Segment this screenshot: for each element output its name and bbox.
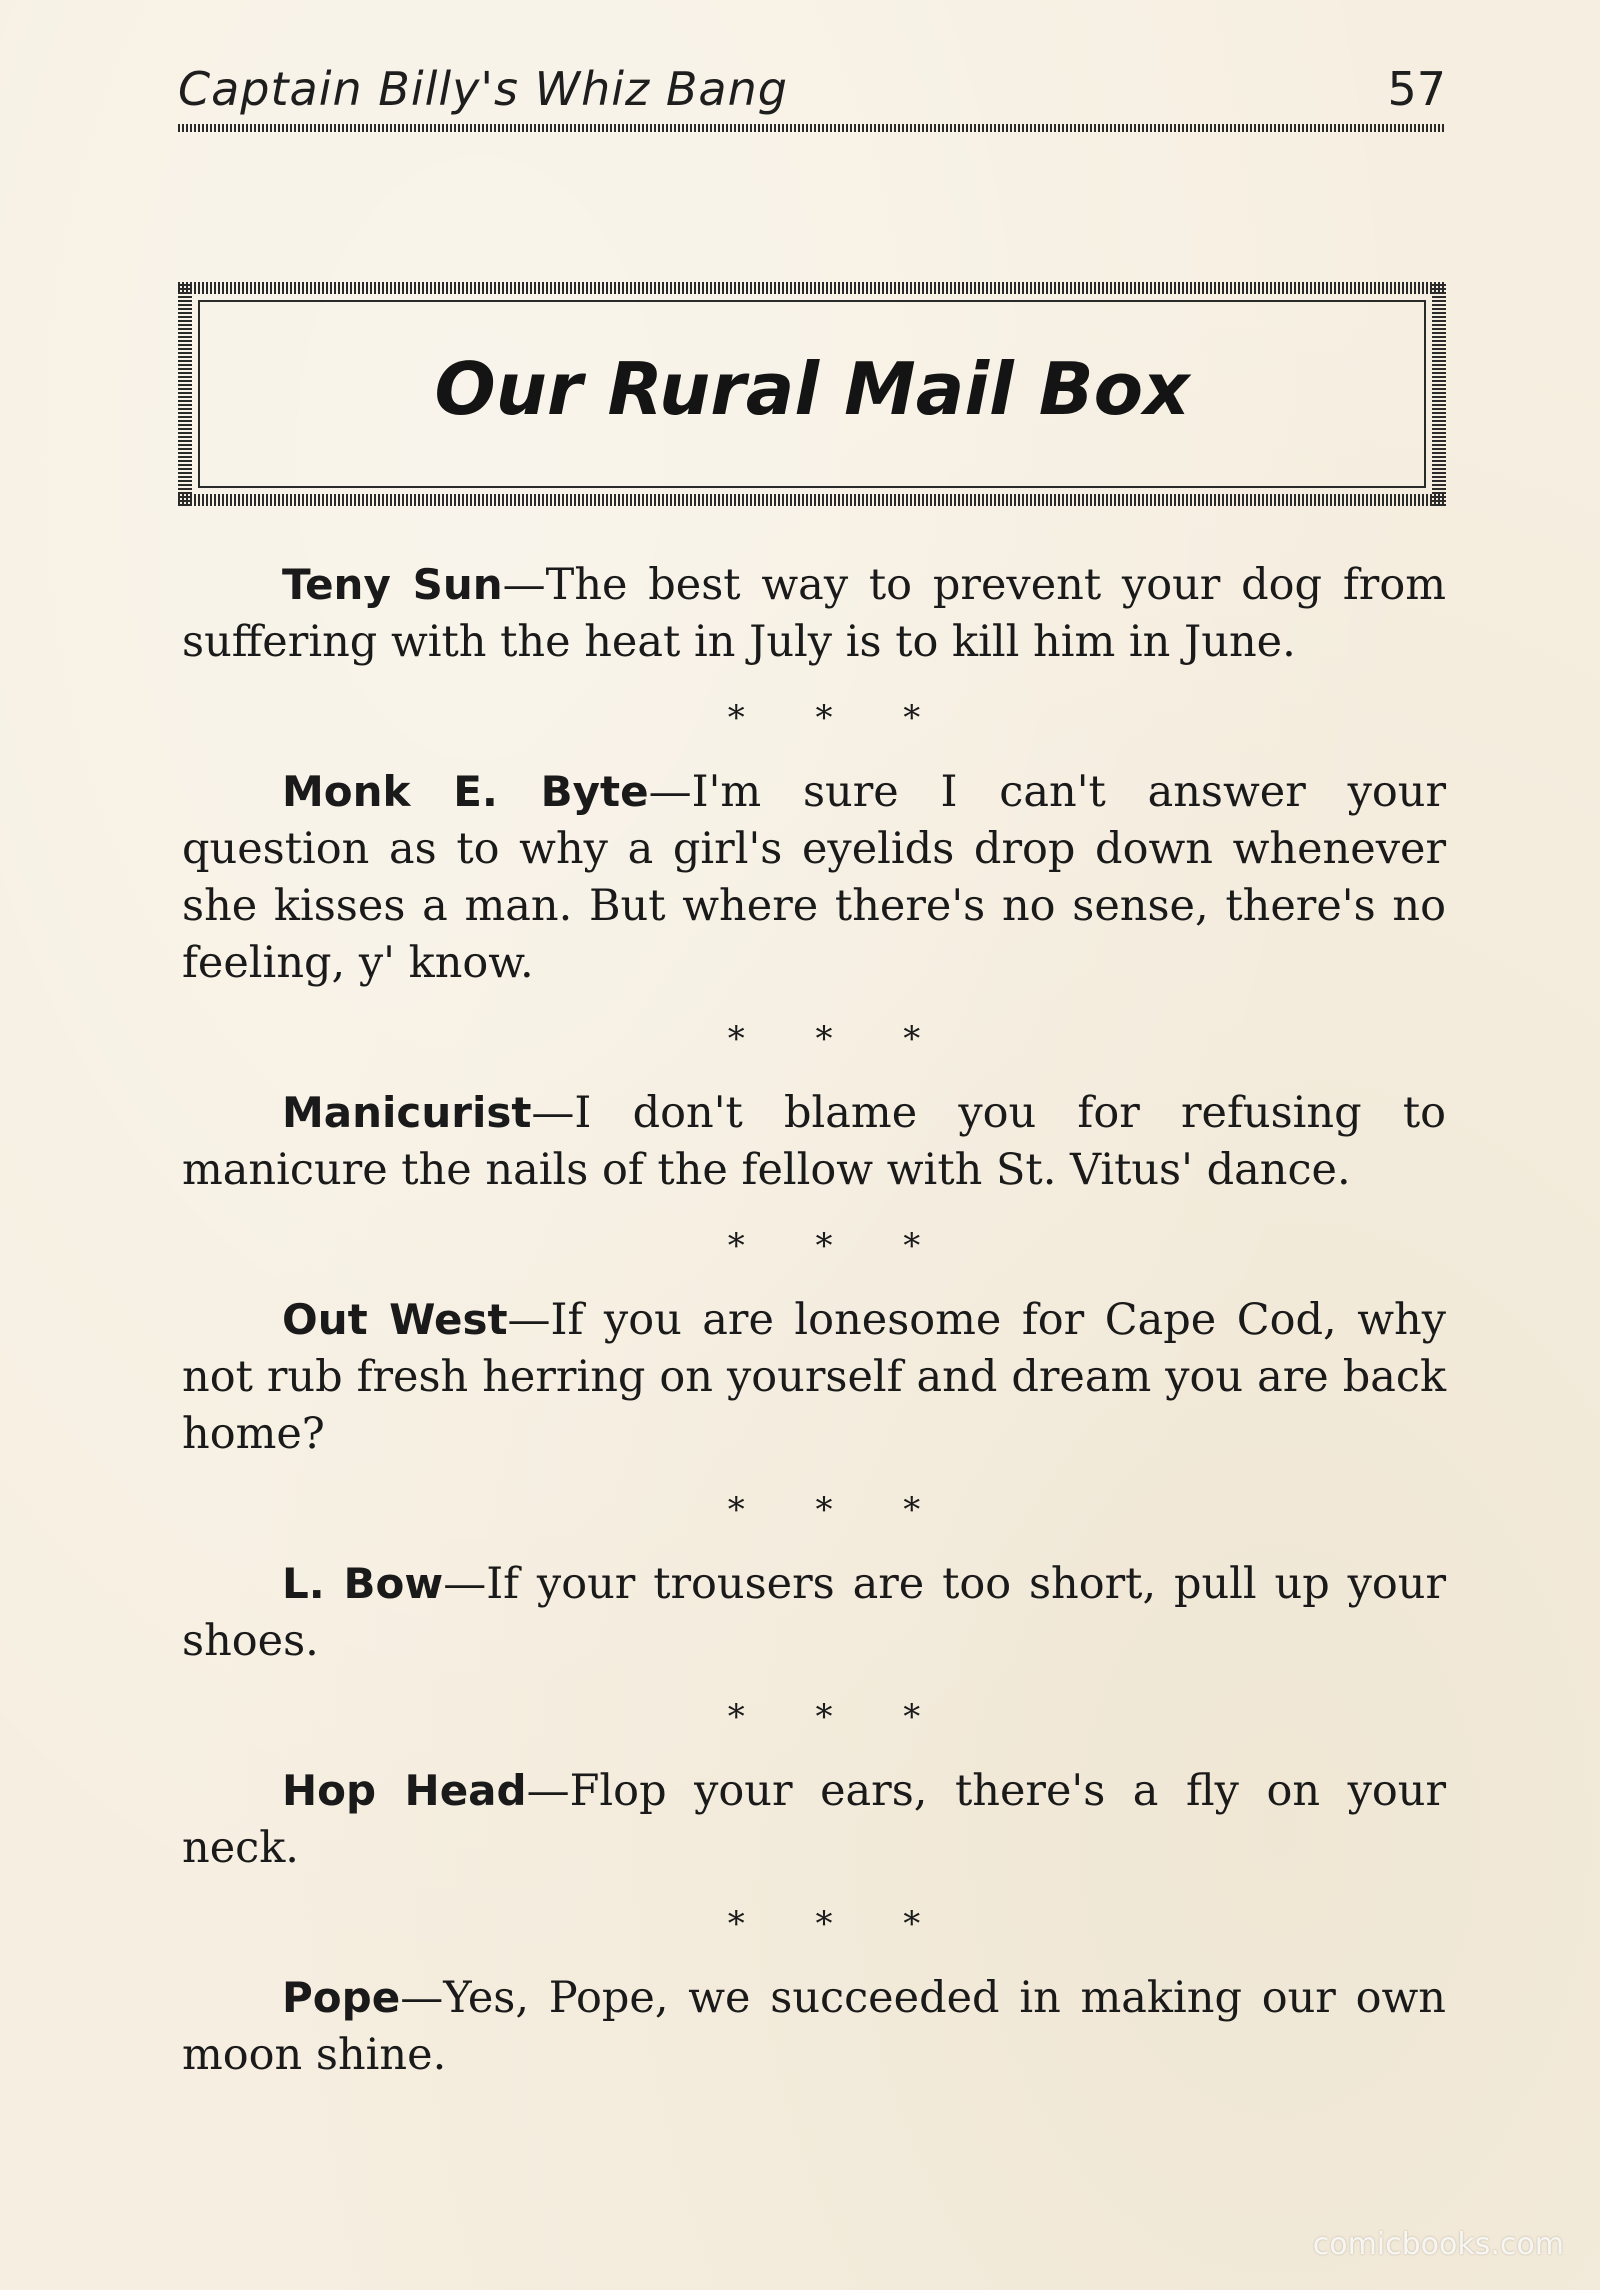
entry-name: Teny Sun: [282, 560, 503, 609]
entry-hop-head: [182, 1762, 1446, 1877]
separator-asterisks: * * *: [727, 1226, 921, 1266]
separator-asterisks: * * *: [727, 1490, 921, 1530]
entry-name: Monk E. Byte: [282, 767, 649, 816]
entry-l-bow: [182, 1555, 1446, 1670]
box-border-top: [178, 282, 1446, 294]
entry-name: Pope: [282, 1973, 401, 2022]
header-rule: [178, 124, 1446, 132]
running-title: Captain Billy's Whiz Bang: [178, 62, 788, 116]
entry-text: —I'm sure I can't answer your question as to why a girl's eyelids drop down whenever she kisses a man. But where there's no sense, there's no feeling, y' know.: [182, 767, 1447, 988]
section-title: Our Rural Mail Box: [434, 347, 1190, 431]
entry-text: —The best way to prevent your dog from suffering with the heat in July is to kill him in June.: [182, 560, 1446, 667]
separator-asterisks: * * *: [727, 1019, 921, 1059]
mail-box-entries: [182, 556, 1446, 2084]
separator-asterisks: * * *: [727, 1904, 921, 1944]
entry-name: Hop Head: [282, 1766, 527, 1815]
entry-out-west: [182, 1291, 1446, 1463]
entry-text: —If your trousers are too short, pull up your shoes.: [182, 1559, 1447, 1666]
entry-text: —I don't blame you for refusing to manicure the nails of the fellow with St. Vitus' dance.: [182, 1088, 1446, 1195]
separator-asterisks: * * *: [727, 698, 921, 738]
entry-text: —If you are lonesome for Cape Cod, why not rub fresh herring on yourself and dream you are back home?: [182, 1295, 1446, 1459]
site-watermark: comicbooks.com: [1312, 2227, 1564, 2262]
entry-name: Out West: [282, 1295, 508, 1344]
entry-manicurist: [182, 1084, 1446, 1199]
box-border-bottom: [178, 494, 1446, 506]
entry-name: Manicurist: [282, 1088, 532, 1137]
entry-name: L. Bow: [282, 1559, 444, 1608]
section-title-box: [178, 282, 1446, 506]
separator-asterisks: * * *: [727, 1697, 921, 1737]
entry-teny-sun: [182, 556, 1446, 671]
entry-pope: [182, 1969, 1446, 2084]
running-header: [178, 62, 1446, 122]
page-number: 57: [1387, 62, 1446, 116]
entry-text: —Flop your ears, there's a fly on your neck.: [182, 1766, 1446, 1873]
entry-text: —Yes, Pope, we succeeded in making our own moon shine.: [182, 1973, 1446, 2080]
entry-monk-e-byte: [182, 763, 1446, 992]
